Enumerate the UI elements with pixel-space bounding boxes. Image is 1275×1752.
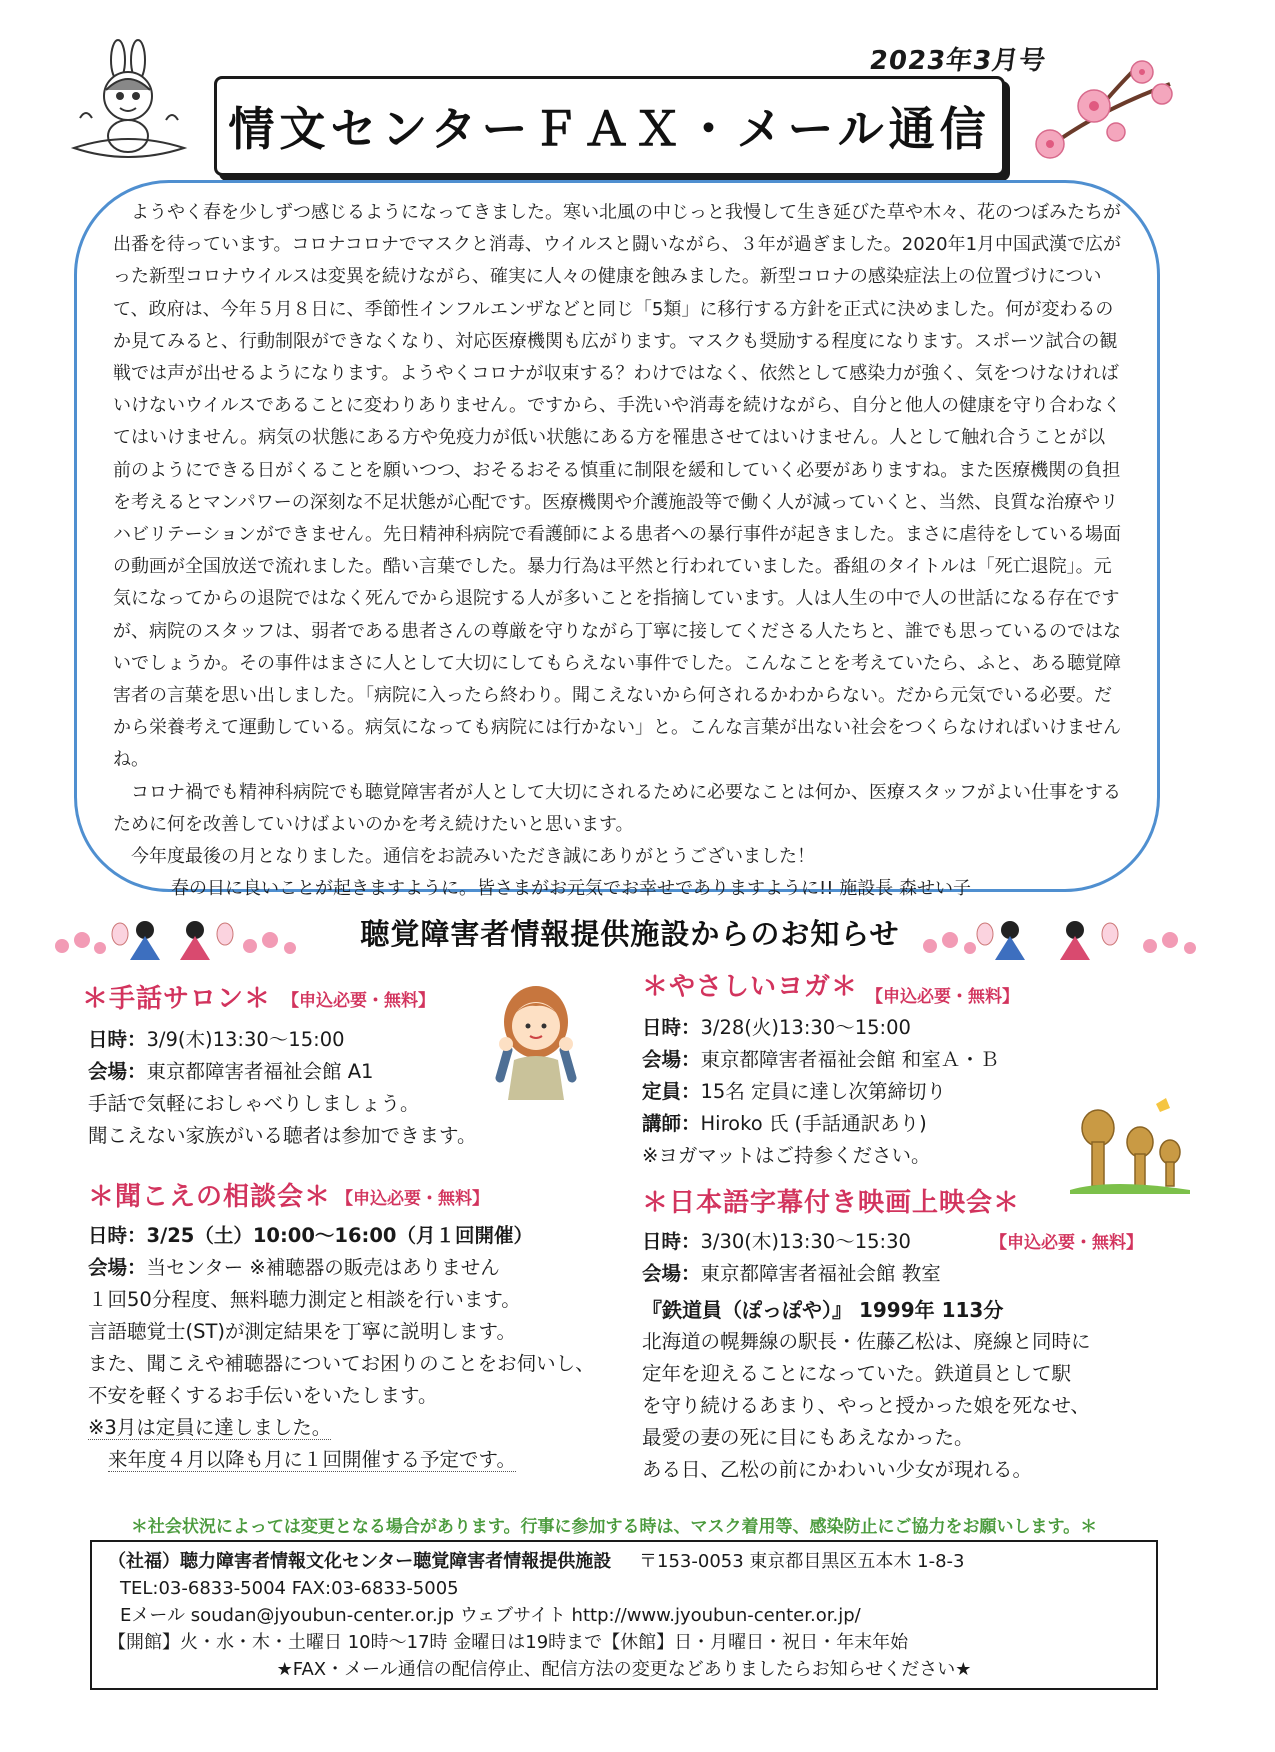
date-value: 3/28(火)13:30～15:00 — [700, 1016, 911, 1039]
footer-tel-fax: TEL:03-6833-5004 FAX:03-6833-5005 — [120, 1578, 459, 1599]
page-title: 情文センターＦＡＸ・メール通信 — [228, 102, 991, 156]
movie-synopsis: ある日、乙松の前にかわいい少女が現れる。 — [642, 1458, 1033, 1481]
sign-salon-venue — [88, 1056, 373, 1088]
hearing-consult-title: ＊聞こえの相談会＊ — [88, 1182, 332, 1212]
sign-salon-desc: 手話で気軽におしゃべりしましょう。 — [88, 1092, 420, 1115]
hearing-consult-badge: 【申込必要・無料】 — [336, 1189, 489, 1209]
message-paragraph: コロナ禍でも精神科病院でも聴覚障害者が人として大切にされるために必要なことは何か、医療スタッフがよい仕事をするために何を改善していけばよいのかを考え続けたいと思います。 — [113, 781, 1121, 835]
notice-banner-title: 聴覚障害者情報提供施設からのお知らせ — [360, 917, 900, 951]
covid-notice: ＊社会状況によっては変更となる場合があります。行事に参加する時は、マスク着用等、感染防止にご協力をお願いします。＊ — [130, 1517, 1098, 1537]
venue-label: 会場： — [642, 1262, 701, 1285]
movie-film-title: 『鉄道員（ぽっぽや）』 1999年 113分 — [642, 1298, 1004, 1322]
movie-badge: 【申込必要・無料】 — [990, 1233, 1143, 1253]
rabbit-mascot-icon — [70, 38, 188, 166]
venue-value: 当センター ※補聴器の販売はありません — [146, 1256, 500, 1279]
woman-illustration-icon — [486, 982, 586, 1100]
yoga-instructor — [642, 1108, 927, 1140]
movie-synopsis: 最愛の妻の死に目にもあえなかった。 — [642, 1426, 974, 1449]
yoga-capacity — [642, 1076, 946, 1108]
yoga-title: ＊やさしいヨガ＊ — [642, 972, 859, 1002]
footer-email-web: Eメール soudan@jyoubun-center.or.jp ウェブサイト http://www.jyoubun-center.or.jp/ — [120, 1605, 861, 1626]
mushroom-illustration-icon — [1070, 1090, 1190, 1194]
sign-salon-desc: 聞こえない家族がいる聴者は参加できます。 — [88, 1124, 477, 1147]
venue-label: 会場： — [88, 1256, 147, 1279]
movie-venue — [642, 1258, 941, 1290]
sign-salon-title: ＊手話サロン＊ — [82, 984, 272, 1014]
yoga-date — [642, 1012, 911, 1044]
venue-value: 東京都障害者福祉会館 和室Ａ・Ｂ — [700, 1048, 1000, 1071]
date-label: 日時： — [642, 1230, 701, 1253]
yoga-venue — [642, 1044, 999, 1076]
yoga-note: ※ヨガマットはご持参ください。 — [642, 1144, 931, 1167]
hearing-consult-desc: １回50分程度、無料聴力測定と相談を行います。 — [88, 1288, 521, 1311]
message-signoff — [113, 873, 1121, 905]
instructor-value: Hiroko 氏 (手話通訳あり) — [700, 1112, 927, 1135]
message-paragraph: ようやく春を少しずつ感じるようになってきました。寒い北風の中じっと我慢して生き延びた草や木々、花のつぼみたちが出番を待っています。コロナコロナでマスクと消毒、ウイルスと闘いながら、３年が過ぎました。2020年1月中国武漢で広がった新型コロナウイルスは変異を続けながら、確実に人々の健康を蝕みました。新型コロナの感染症法上の位置づけについて、政府は、今年５月８日に、季節性インフルエンザなどと同じ「5類」に移行する方針を正式に決めました。何が変わるのか見てみると、行動制限ができなくなり、対応医療機関も広がります。マスクも奨励する程度になります。スポーツ試合の観戦では声が出せるようになります。ようやくコロナが収束する？わけではなく、依然として感染力が強く、気をつけなければいけないウイルスであることに変わりありません。ですから、手洗いや消毒を続けながら、自分と他人の健康を守り合わなくてはいけません。病気の状態にある方や免疫力が低い状態にある方を罹患させてはいけません。人として触れ合うことが以前のようにできる日がくることを願いつつ、おそるおそる慎重に制限を緩和していく必要がありますね。また医療機関の負担を考えるとマンパワーの深刻な不足状態が心配です。医療機関や介護施設等で働く人が減っていくと、当然、良質な治療やリハビリテーションができません。先日精神科病院で看護師による患者への暴行事件が起きました。まさに虐待をしている場面の動画が全国放送で流れました。酷い言葉でした。暴力行為は平然と行われていました。番組のタイトルは「死亡退院」。元気になってからの退院ではなく死んでから退院する人が多いことを指摘しています。人は人生の中で人の世話になる存在ですが、病院のスタッフは、弱者である患者さんの尊厳を守りながら丁寧に接してくださる人たちと、誰でも思っているのではないでしょうか。その事件はまさに人として大切にしてもらえない事件でした。こんなことを考えていたら、ふと、ある聴覚障害者の言葉を思い出しました。「病院に入ったら終わり。聞こえないから何されるかわからない。だから元気でいる必要。だから栄養考えて運動している。病気になっても病院には行かない」と。こんな言葉が出ない社会をつくらなければいけませんね。 — [113, 202, 1122, 771]
footer-org: （社福）聴力障害者情報文化センター聴覚障害者情報提供施設 — [108, 1551, 612, 1572]
venue-value: 東京都障害者福祉会館 A1 — [146, 1060, 374, 1083]
message-paragraph: 今年度最後の月となりました。通信をお読みいただき誠にありがとうございました！ — [131, 846, 815, 868]
hearing-consult-note — [88, 1412, 331, 1444]
contact-footer — [90, 1540, 1158, 1690]
movie-synopsis: を守り続けるあまり、やっと授かった娘を死なせ、 — [642, 1394, 1090, 1417]
date-label: 日時： — [642, 1016, 701, 1039]
plum-blossom-icon — [1030, 54, 1180, 166]
venue-label: 会場： — [642, 1048, 701, 1071]
hearing-consult-desc: 不安を軽くするお手伝いをいたします。 — [88, 1384, 438, 1407]
sign-salon-date — [88, 1024, 345, 1056]
movie-date — [642, 1226, 911, 1258]
movie-synopsis: 定年を迎えることになっていた。鉄道員として駅 — [642, 1362, 1072, 1385]
movie-synopsis: 北海道の幌舞線の駅長・佐藤乙松は、廃線と同時に — [642, 1330, 1091, 1353]
greeting-message — [74, 180, 1160, 900]
hearing-consult-venue — [88, 1252, 500, 1284]
date-value: 3/9(木)13:30～15:00 — [146, 1028, 345, 1051]
date-label: 日時： — [88, 1028, 147, 1051]
instructor-label: 講師： — [642, 1112, 701, 1135]
footer-hours: 【開館】火・水・木・土曜日 10時～17時 金曜日は19時まで【休館】日・月曜日・祝日・年末年始 — [108, 1632, 909, 1653]
capacity-label: 定員： — [642, 1080, 701, 1103]
footer-delivery-note: ★FAX・メール通信の配信停止、配信方法の変更などありましたらお知らせください★ — [276, 1659, 972, 1680]
hearing-consult-desc: 言語聴覚士(ST)が測定結果を丁寧に説明します。 — [88, 1320, 516, 1343]
venue-value: 東京都障害者福祉会館 教室 — [700, 1262, 941, 1285]
message-closing: 春の日に良いことが起きますように。皆さまがお元気でお幸せでありますように!! — [171, 878, 834, 900]
venue-label: 会場： — [88, 1060, 147, 1083]
date-value: 3/30(木)13:30～15:30 — [700, 1230, 911, 1253]
footer-org-line — [108, 1548, 1140, 1575]
footer-address: 〒153-0053 東京都目黒区五本木 1-8-3 — [639, 1551, 965, 1572]
movie-title: ＊日本語字幕付き映画上映会＊ — [642, 1188, 1021, 1218]
capacity-value: 15名 定員に達し次第締切り — [700, 1080, 947, 1103]
hearing-consult-desc: また、聞こえや補聴器についてお困りのことをお伺いし、 — [88, 1352, 595, 1375]
sign-salon-badge: 【申込必要・無料】 — [282, 991, 435, 1011]
note-text: ※3月は定員に達しました。 — [88, 1416, 332, 1439]
issue-date: 2023年3月号 — [867, 46, 1049, 76]
message-signature: 施設長 森せい子 — [839, 878, 971, 900]
note-text: 来年度４月以降も月に１回開催する予定です。 — [108, 1448, 516, 1471]
hearing-consult-note — [108, 1444, 516, 1476]
hearing-consult-date: 日時：3/25（土）10:00～16:00（月１回開催） — [88, 1224, 533, 1247]
title-box — [214, 76, 1005, 176]
yoga-badge: 【申込必要・無料】 — [866, 987, 1019, 1007]
